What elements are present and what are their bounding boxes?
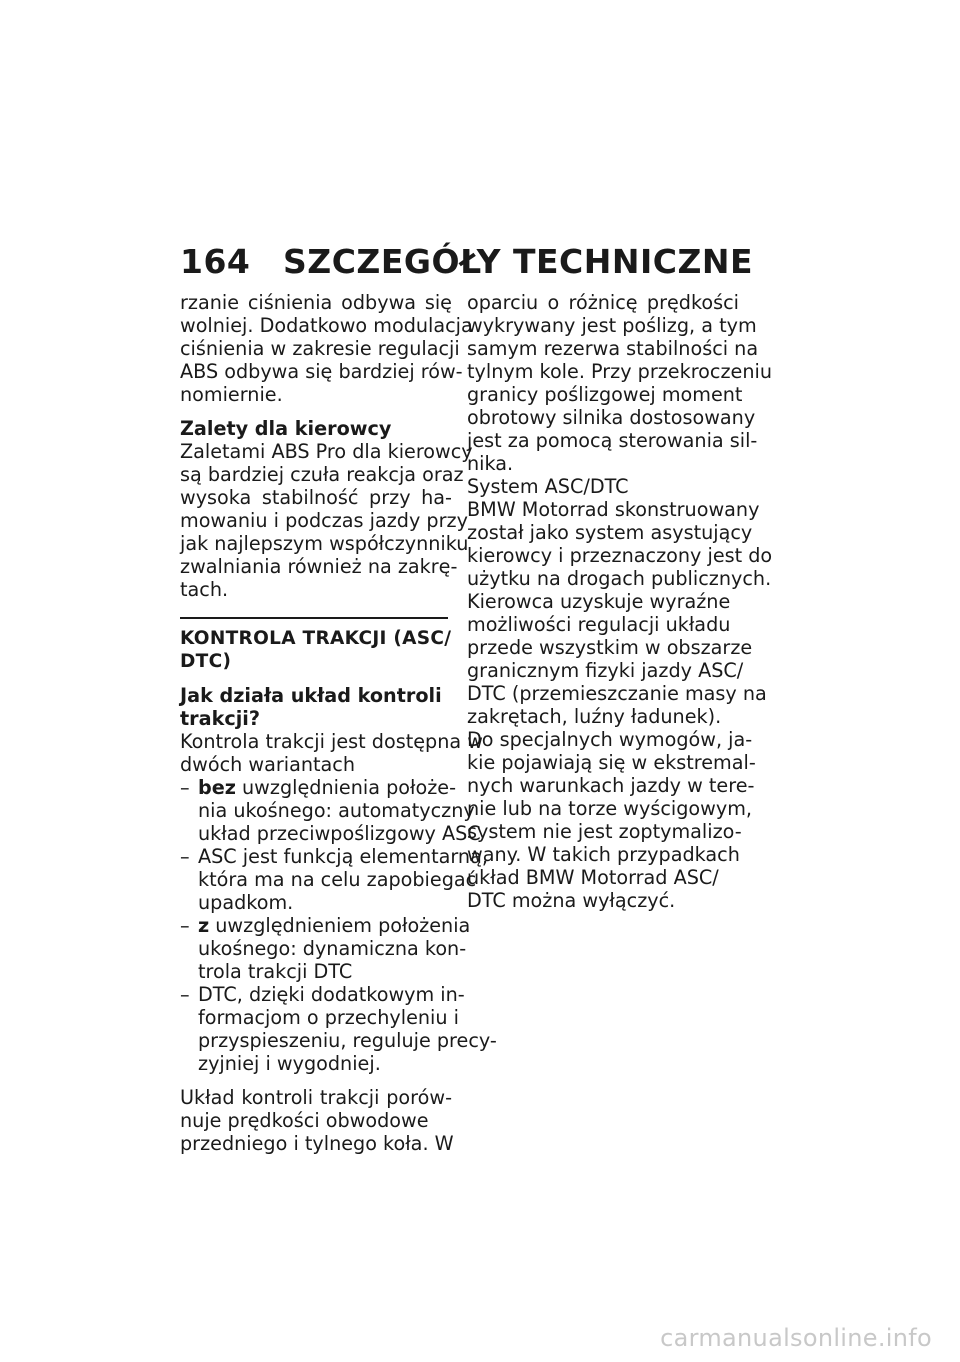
section-title: KONTROLA TRAKCJI (ASC/ DTC) (180, 628, 452, 672)
text-line: zakrętach, luźny ładunek). (467, 705, 722, 728)
list-item-continuation: upadkom. (198, 891, 294, 914)
text-line: DTC można wyłączyć. (467, 889, 676, 912)
continuation-paragraph (467, 291, 773, 475)
special-requirements-paragraph (467, 728, 756, 912)
text-line: zwalniania również na zakrę- (180, 555, 458, 578)
list-item-continuation: nia ukośnego: automatyczny (198, 799, 475, 822)
text-line: są bardziej czuła reakcja oraz (180, 463, 464, 486)
right-column (467, 291, 773, 912)
text-line: Kontrola trakcji jest dostępna w (180, 730, 483, 753)
page-header (180, 240, 753, 284)
text-line: przedniego i tylnego koła. W (180, 1132, 454, 1155)
variant-list (180, 776, 497, 1075)
text-line: samym rezerwa stabilności na (467, 337, 759, 360)
text-line: granicznym fizyki jazdy ASC/ (467, 659, 744, 682)
text-line: użytku na drogach publicznych. (467, 567, 772, 590)
advantages-paragraph (180, 440, 473, 601)
text-line: oparciu o różnicę prędkości (467, 291, 739, 314)
list-dash: – (180, 776, 190, 799)
text-line: nuje prędkości obwodowe (180, 1109, 429, 1132)
question-paragraph (180, 730, 483, 776)
intro-paragraph (180, 291, 473, 406)
text-line: nomiernie. (180, 383, 283, 406)
text-line: nych warunkach jazdy w tere- (467, 774, 755, 797)
list-item: – z uwzględnieniem położenia (180, 914, 471, 937)
closing-paragraph (180, 1086, 452, 1155)
text-line: Układ kontroli trakcji porów- (180, 1086, 452, 1109)
text-line: Zaletami ABS Pro dla kierowcy (180, 440, 473, 463)
text-line: system nie jest zoptymalizo- (467, 820, 742, 843)
text-line: rzanie ciśnienia odbywa się (180, 291, 452, 314)
text-line: układ BMW Motorrad ASC/ (467, 866, 719, 889)
text-line: nika. (467, 452, 514, 475)
system-heading: System ASC/DTC (467, 475, 629, 498)
list-item-continuation: zyjniej i wygodniej. (198, 1052, 381, 1075)
list-item-continuation: trola trakcji DTC (198, 960, 353, 983)
text-line: nie lub na torze wyścigowym, (467, 797, 752, 820)
list-item: – DTC, dzięki dodatkowym in- (180, 983, 465, 1006)
list-dash: – (180, 983, 190, 1006)
text-line: ABS odbywa się bardziej rów- (180, 360, 463, 383)
text-line: dwóch wariantach (180, 753, 356, 776)
text-line: wykrywany jest poślizg, a tym (467, 314, 757, 337)
text-line: jest za pomocą sterowania sil- (467, 429, 758, 452)
text-line: granicy poślizgowej moment (467, 383, 743, 406)
text-line: wolniej. Dodatkowo modulacja (180, 314, 473, 337)
text-line: kie pojawiają się w ekstremal- (467, 751, 756, 774)
text-line: przede wszystkim w obszarze (467, 636, 753, 659)
text-line: został jako system asystujący (467, 521, 753, 544)
text-line: ciśnienia w zakresie regulacji (180, 337, 460, 360)
text-line: tach. (180, 578, 229, 601)
text-line: BMW Motorrad skonstruowany (467, 498, 760, 521)
watermark: carmanualsonline.info (660, 1324, 932, 1352)
list-item-continuation: formacjom o przechyleniu i (198, 1006, 459, 1029)
chapter-title: SZCZEGÓŁY TECHNICZNE (283, 242, 754, 281)
list-item: – bez uwzględnienia położe- (180, 776, 456, 799)
text-line: DTC (przemieszczanie masy na (467, 682, 767, 705)
page-number: 164 (180, 242, 251, 281)
system-paragraph (467, 498, 773, 728)
text-line: wysoka stabilność przy ha- (180, 486, 452, 509)
question-heading: Jak działa układ kontroli trakcji? (180, 684, 442, 730)
text-line: Kierowca uzyskuje wyraźne (467, 590, 731, 613)
text-line: mowaniu i podczas jazdy przy (180, 509, 468, 532)
text-line: tylnym kole. Przy przekroczeniu (467, 360, 773, 383)
text-line: kierowcy i przeznaczony jest do (467, 544, 773, 567)
text-line: wany. W takich przypadkach (467, 843, 740, 866)
list-dash: – (180, 914, 190, 937)
list-item-continuation: układ przeciwpoślizgowy ASC (198, 822, 481, 845)
text-line: obrotowy silnika dostosowany (467, 406, 756, 429)
text-line: możliwości regulacji układu (467, 613, 731, 636)
text-line: jak najlepszym współczynniku (180, 532, 469, 555)
list-item-continuation: ukośnego: dynamiczna kon- (198, 937, 467, 960)
list-item-continuation: która ma na celu zapobiegać (198, 868, 477, 891)
list-item: – ASC jest funkcją elementarną, (180, 845, 488, 868)
text-line: Do specjalnych wymogów, ja- (467, 728, 753, 751)
list-item-continuation: przyspieszeniu, reguluje precy- (198, 1029, 497, 1052)
advantages-heading: Zalety dla kierowcy (180, 417, 392, 440)
list-dash: – (180, 845, 190, 868)
